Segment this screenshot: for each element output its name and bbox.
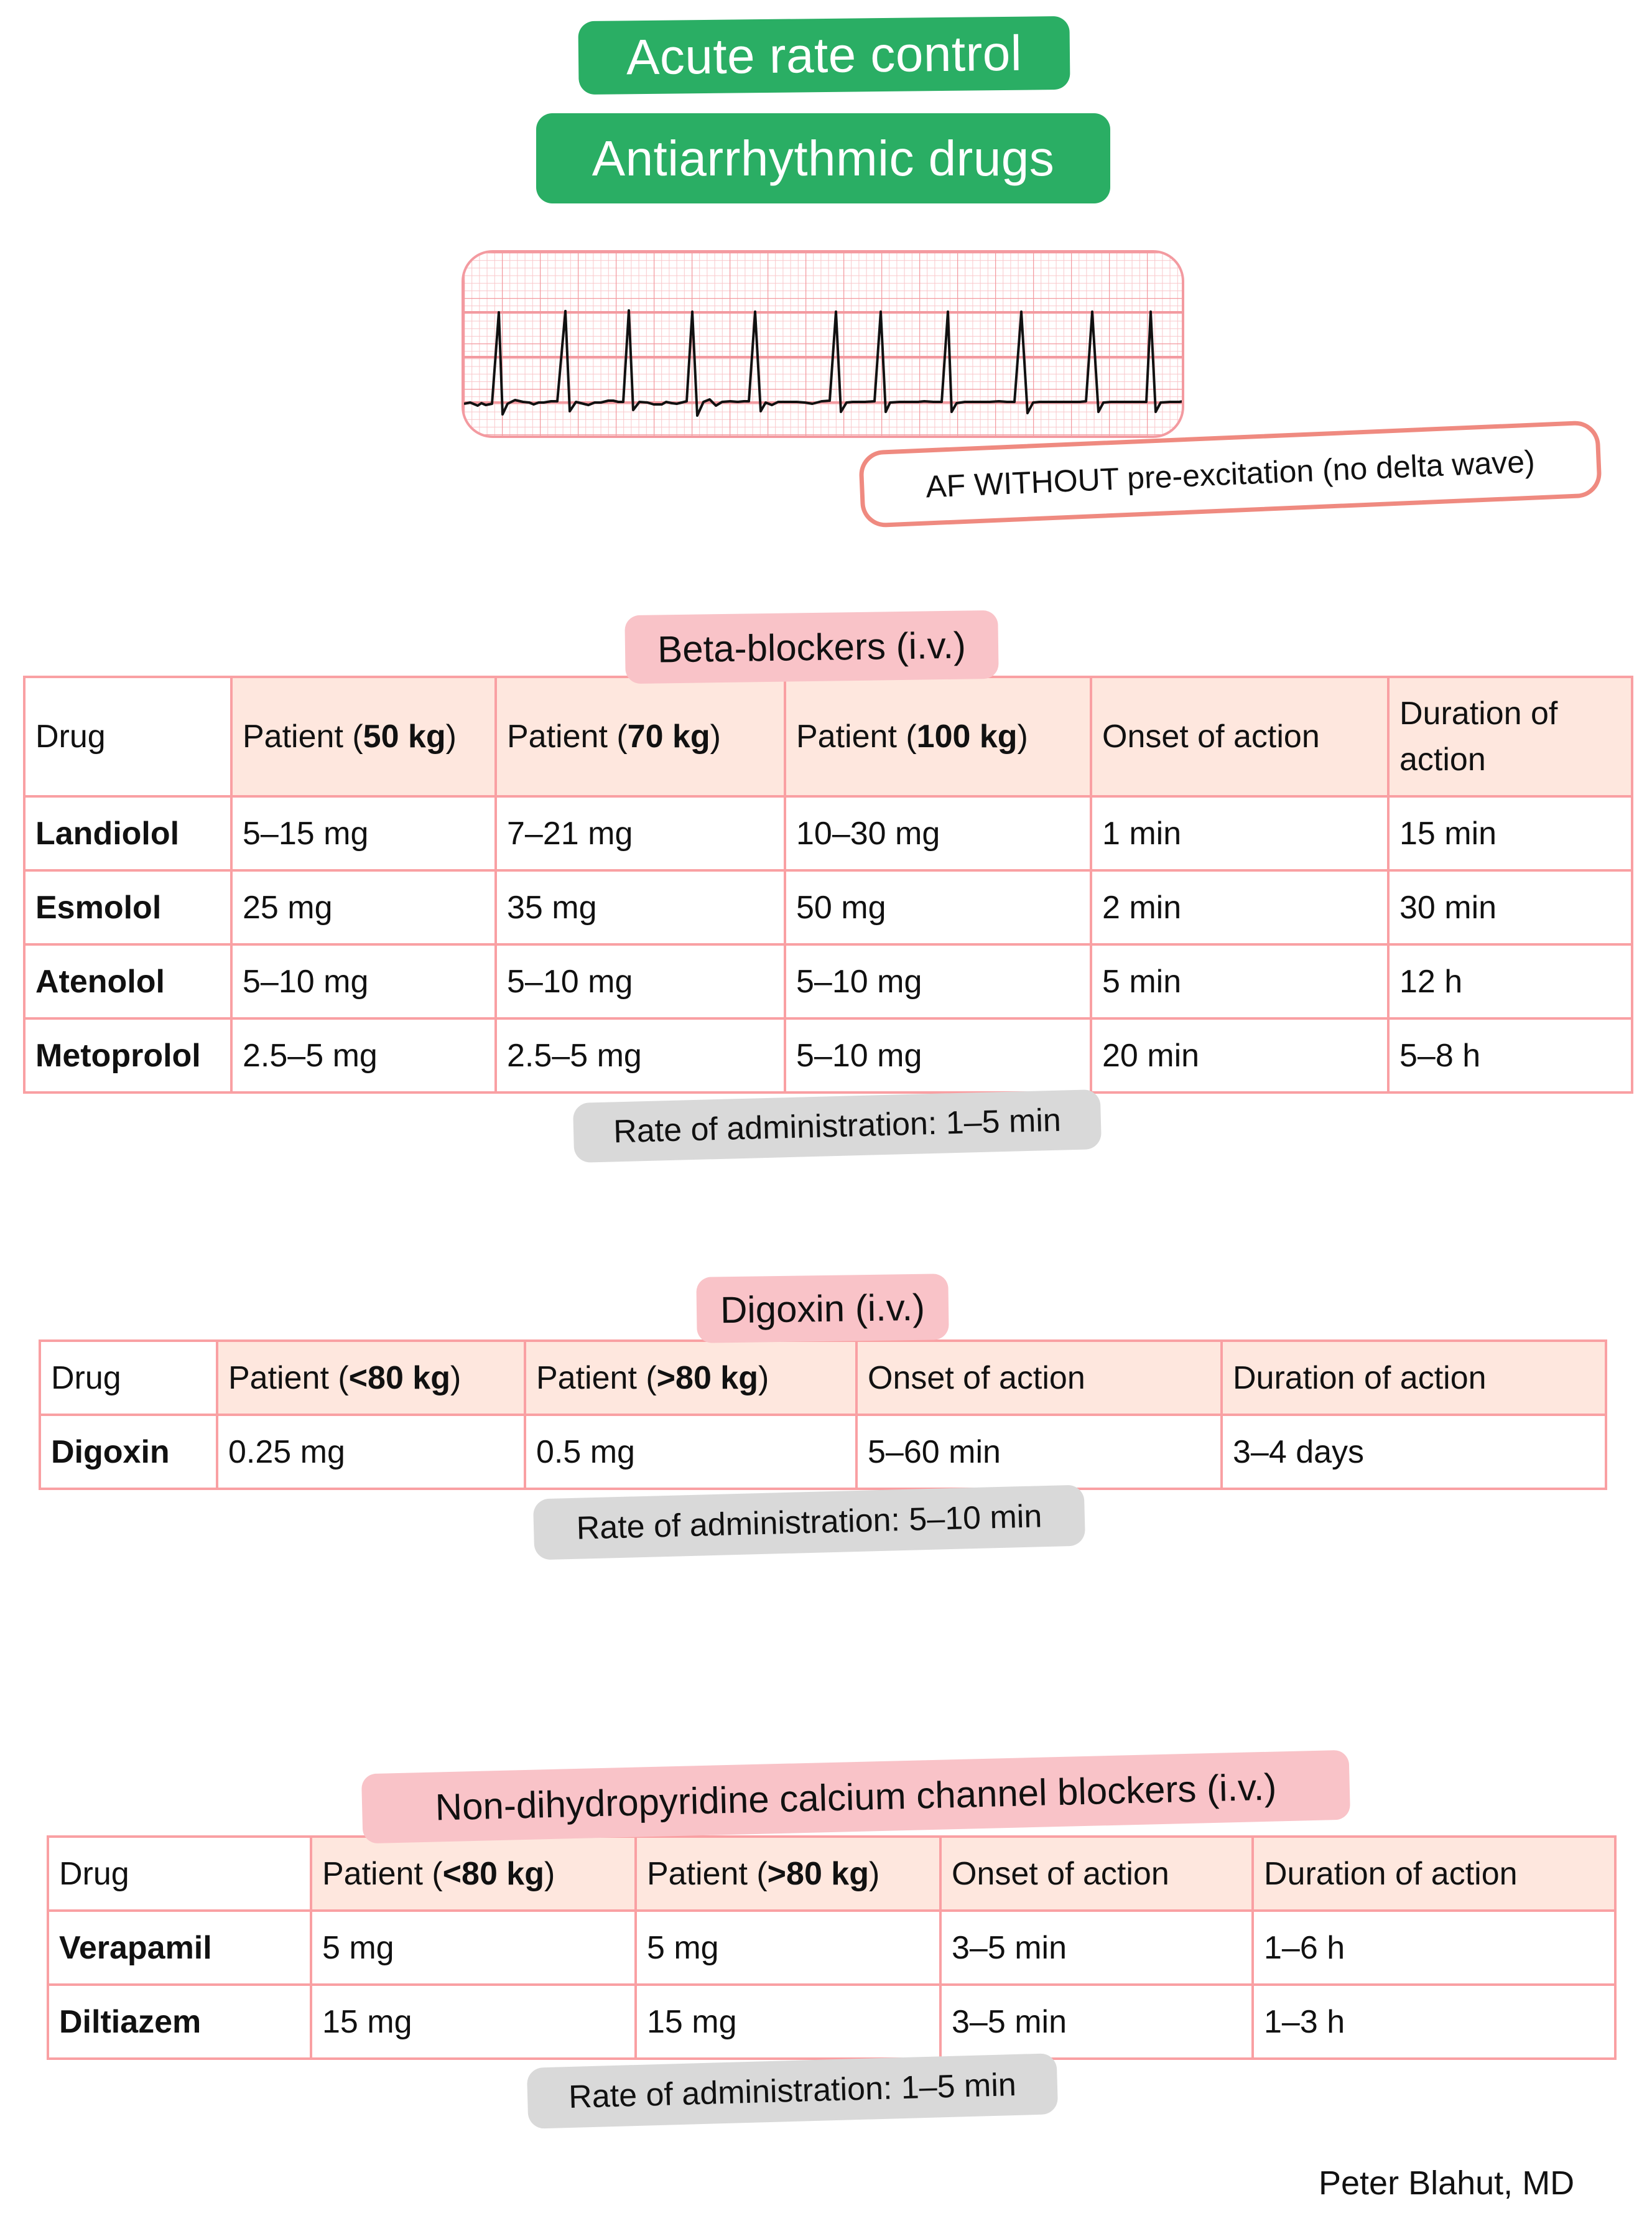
- header-cell: Patient (<80 kg): [217, 1341, 525, 1415]
- header-cell: Patient (50 kg): [231, 677, 496, 796]
- header-cell: Drug: [24, 677, 231, 796]
- cell: 12 h: [1388, 944, 1632, 1018]
- header-cell: Onset of action: [1091, 677, 1388, 796]
- header-cell: Patient (70 kg): [496, 677, 785, 796]
- header-cell: Patient (100 kg): [785, 677, 1091, 796]
- author-signature: Peter Blahut, MD: [1319, 2164, 1575, 2202]
- cell: 5 mg: [311, 1911, 636, 1985]
- cell: 5–8 h: [1388, 1018, 1632, 1092]
- cell: 5 min: [1091, 944, 1388, 1018]
- ecg-strip-icon: [464, 253, 1184, 438]
- cell: 2.5–5 mg: [231, 1018, 496, 1092]
- table-header-row: [48, 1837, 1615, 1911]
- header-cell: Patient (>80 kg): [525, 1341, 856, 1415]
- drug-name: Atenolol: [24, 944, 231, 1018]
- header-cell: Duration of action: [1222, 1341, 1606, 1415]
- cell: 3–5 min: [940, 1985, 1253, 2059]
- table-row: [24, 1018, 1632, 1092]
- drug-name: Esmolol: [24, 870, 231, 944]
- cell: 5–10 mg: [231, 944, 496, 1018]
- cell: 15 min: [1388, 796, 1632, 870]
- rate-note-beta-blockers: Rate of administration: 1–5 min: [573, 1089, 1102, 1163]
- drug-name: Diltiazem: [48, 1985, 311, 2059]
- drug-name: Digoxin: [40, 1415, 217, 1489]
- header-cell: Patient (>80 kg): [636, 1837, 940, 1911]
- subtitle-badge: [536, 113, 1110, 203]
- section-label-digoxin: Digoxin (i.v.): [696, 1274, 949, 1343]
- cell: 7–21 mg: [496, 796, 785, 870]
- header-cell: Duration of action: [1388, 677, 1632, 796]
- cell: 3–4 days: [1222, 1415, 1606, 1489]
- cell: 20 min: [1091, 1018, 1388, 1092]
- cell: 10–30 mg: [785, 796, 1091, 870]
- cell: 1 min: [1091, 796, 1388, 870]
- header-cell: Patient (<80 kg): [311, 1837, 636, 1911]
- cell: 5–60 min: [856, 1415, 1222, 1489]
- page-subtitle: Antiarrhythmic drugs: [592, 130, 1055, 186]
- table-header-row: [40, 1341, 1606, 1415]
- cell: 3–5 min: [940, 1911, 1253, 1985]
- ccb-table: [47, 1835, 1617, 2060]
- cell: 15 mg: [636, 1985, 940, 2059]
- title-badge: [578, 16, 1070, 95]
- table-header-row: [24, 677, 1632, 796]
- cell: 35 mg: [496, 870, 785, 944]
- drug-name: Metoprolol: [24, 1018, 231, 1092]
- cell: 5–15 mg: [231, 796, 496, 870]
- header-cell: Drug: [48, 1837, 311, 1911]
- table-row: [48, 1985, 1615, 2059]
- cell: 2.5–5 mg: [496, 1018, 785, 1092]
- table-row: [24, 944, 1632, 1018]
- table-row: [24, 870, 1632, 944]
- header-cell: Onset of action: [940, 1837, 1253, 1911]
- cell: 30 min: [1388, 870, 1632, 944]
- cell: 5 mg: [636, 1911, 940, 1985]
- table-row: [24, 796, 1632, 870]
- cell: 1–6 h: [1253, 1911, 1615, 1985]
- header-cell: Drug: [40, 1341, 217, 1415]
- drug-name: Verapamil: [48, 1911, 311, 1985]
- section-label-ccb: Non-dihydropyridine calcium channel blockers (i.v.): [361, 1750, 1350, 1844]
- beta-blockers-table: [23, 676, 1633, 1094]
- cell: 1–3 h: [1253, 1985, 1615, 2059]
- cell: 0.25 mg: [217, 1415, 525, 1489]
- header-cell: Duration of action: [1253, 1837, 1615, 1911]
- cell: 5–10 mg: [785, 1018, 1091, 1092]
- cell: 25 mg: [231, 870, 496, 944]
- cell: 2 min: [1091, 870, 1388, 944]
- cell: 15 mg: [311, 1985, 636, 2059]
- rate-note-ccb: Rate of administration: 1–5 min: [527, 2053, 1058, 2129]
- cell: 5–10 mg: [785, 944, 1091, 1018]
- page-title: Acute rate control: [626, 25, 1023, 85]
- ecg-strip: [462, 250, 1184, 438]
- header-cell: Onset of action: [856, 1341, 1222, 1415]
- cell: 5–10 mg: [496, 944, 785, 1018]
- digoxin-table: [39, 1339, 1607, 1490]
- rate-note-digoxin: Rate of administration: 5–10 min: [533, 1484, 1085, 1560]
- cell: 50 mg: [785, 870, 1091, 944]
- drug-name: Landiolol: [24, 796, 231, 870]
- table-row: [40, 1415, 1606, 1489]
- table-row: [48, 1911, 1615, 1985]
- cell: 0.5 mg: [525, 1415, 856, 1489]
- section-label-beta-blockers: Beta-blockers (i.v.): [624, 610, 998, 684]
- af-annotation-text: AF WITHOUT pre-excitation (no delta wave): [925, 444, 1536, 505]
